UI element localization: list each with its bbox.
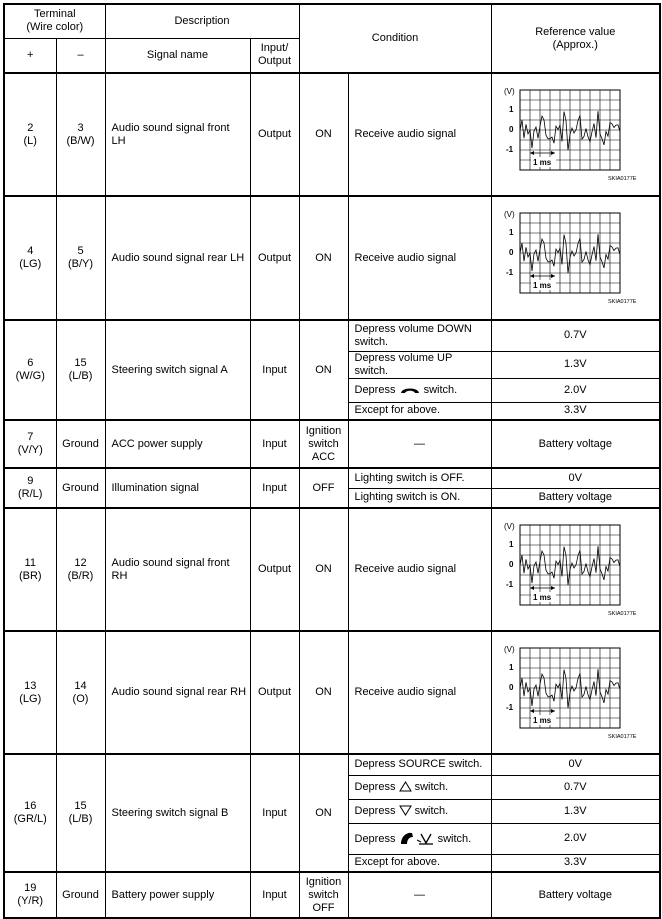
condition: Except for above. bbox=[348, 854, 491, 872]
switch-state: ON bbox=[299, 73, 348, 196]
waveform-code: SKIA0177E bbox=[608, 733, 637, 740]
signal-name: Illumination signal bbox=[105, 468, 250, 508]
waveform-unit: (V) bbox=[504, 644, 515, 654]
signal-name: Steering switch signal B bbox=[105, 754, 250, 872]
reference-waveform bbox=[491, 631, 660, 754]
switch-state: ON bbox=[299, 196, 348, 320]
reference-waveform bbox=[491, 73, 660, 196]
signal-name: Steering switch signal A bbox=[105, 320, 250, 420]
terminal-minus: 12 (B/R) bbox=[56, 508, 105, 631]
table-row bbox=[4, 420, 660, 468]
phone-handset-icon bbox=[399, 385, 421, 395]
switch-state: Ignition switch ACC bbox=[299, 420, 348, 468]
terminal-plus: 4 (LG) bbox=[4, 196, 56, 320]
signal-name: Battery power supply bbox=[105, 872, 250, 918]
signal-name: Audio sound signal rear LH bbox=[105, 196, 250, 320]
terminal-minus: 14 (O) bbox=[56, 631, 105, 754]
table-row bbox=[4, 320, 660, 351]
waveform-ym1: -1 bbox=[506, 144, 514, 154]
terminal-reference-table bbox=[3, 3, 661, 919]
table-row bbox=[4, 872, 660, 918]
waveform-unit: (V) bbox=[504, 86, 515, 96]
signal-name: Audio sound signal front LH bbox=[105, 73, 250, 196]
terminal-minus: 3 (B/W) bbox=[56, 73, 105, 196]
audio-waveform bbox=[500, 208, 650, 308]
reference-value: 3.3V bbox=[491, 402, 660, 420]
terminal-plus: 9 (R/L) bbox=[4, 468, 56, 508]
switch-state: ON bbox=[299, 320, 348, 420]
waveform-ym1: -1 bbox=[506, 268, 514, 277]
waveform-y1: 1 bbox=[509, 662, 514, 672]
input-output: Input bbox=[250, 754, 299, 872]
reference-value: Battery voltage bbox=[491, 488, 660, 508]
audio-waveform bbox=[500, 520, 650, 620]
condition: Depress switch. bbox=[348, 799, 491, 823]
waveform-y1: 1 bbox=[509, 228, 514, 237]
terminal-plus: 6 (W/G) bbox=[4, 320, 56, 420]
condition: Lighting switch is ON. bbox=[348, 488, 491, 508]
waveform-unit: (V) bbox=[504, 210, 515, 219]
condition: Depress volume DOWN switch. bbox=[348, 320, 491, 351]
waveform-code: SKIA0177E bbox=[608, 610, 637, 617]
header-input-output: Input/ Output bbox=[250, 38, 299, 73]
audio-waveform bbox=[500, 643, 650, 743]
table-row bbox=[4, 508, 660, 631]
table-row bbox=[4, 754, 660, 775]
condition: Receive audio signal bbox=[348, 631, 491, 754]
reference-value: 0V bbox=[491, 754, 660, 775]
condition: Depress switch. bbox=[348, 823, 491, 854]
condition: — bbox=[348, 872, 491, 918]
condition: Except for above. bbox=[348, 402, 491, 420]
terminal-plus: 16 (GR/L) bbox=[4, 754, 56, 872]
terminal-minus: Ground bbox=[56, 872, 105, 918]
triangle-up-icon bbox=[399, 781, 412, 792]
waveform-time-label: 1 ms bbox=[533, 157, 552, 167]
condition: — bbox=[348, 420, 491, 468]
reference-value: 0V bbox=[491, 468, 660, 488]
reference-waveform bbox=[491, 196, 660, 320]
terminal-plus: 11 (BR) bbox=[4, 508, 56, 631]
waveform-code: SKIA0177E bbox=[608, 175, 637, 182]
switch-state: OFF bbox=[299, 468, 348, 508]
reference-value: 1.3V bbox=[491, 799, 660, 823]
waveform-time-label: 1 ms bbox=[533, 281, 552, 290]
reference-value: 3.3V bbox=[491, 854, 660, 872]
table-row bbox=[4, 196, 660, 320]
header-signal-name: Signal name bbox=[105, 38, 250, 73]
triangle-down-icon bbox=[399, 805, 412, 816]
waveform-y0: 0 bbox=[509, 248, 514, 257]
signal-name: Audio sound signal front RH bbox=[105, 508, 250, 631]
condition: Receive audio signal bbox=[348, 196, 491, 320]
input-output: Input bbox=[250, 872, 299, 918]
signal-name: ACC power supply bbox=[105, 420, 250, 468]
waveform-y1: 1 bbox=[509, 104, 514, 114]
reference-value: Battery voltage bbox=[491, 420, 660, 468]
condition: Depress SOURCE switch. bbox=[348, 754, 491, 775]
switch-state: Ignition switch OFF bbox=[299, 872, 348, 918]
terminal-plus: 7 (V/Y) bbox=[4, 420, 56, 468]
terminal-minus: 5 (B/Y) bbox=[56, 196, 105, 320]
waveform-time-label: 1 ms bbox=[533, 592, 552, 602]
terminal-minus: Ground bbox=[56, 468, 105, 508]
switch-state: ON bbox=[299, 508, 348, 631]
terminal-minus: 15 (L/B) bbox=[56, 754, 105, 872]
terminal-plus: 2 (L) bbox=[4, 73, 56, 196]
condition: Depress volume UP switch. bbox=[348, 351, 491, 378]
table-row bbox=[4, 631, 660, 754]
condition: Lighting switch is OFF. bbox=[348, 468, 491, 488]
table-row bbox=[4, 468, 660, 488]
header-description: Description bbox=[105, 4, 299, 38]
input-output: Input bbox=[250, 420, 299, 468]
terminal-plus: 13 (LG) bbox=[4, 631, 56, 754]
reference-waveform bbox=[491, 508, 660, 631]
header-terminal: Terminal (Wire color) bbox=[4, 4, 105, 38]
reference-value: 1.3V bbox=[491, 351, 660, 378]
waveform-y0: 0 bbox=[509, 682, 514, 692]
switch-state: ON bbox=[299, 754, 348, 872]
waveform-unit: (V) bbox=[504, 521, 515, 531]
audio-waveform bbox=[500, 85, 650, 185]
reference-value: 0.7V bbox=[491, 320, 660, 351]
condition: Receive audio signal bbox=[348, 508, 491, 631]
input-output: Output bbox=[250, 73, 299, 196]
header-reference-value: Reference value (Approx.) bbox=[491, 4, 660, 73]
reference-value: Battery voltage bbox=[491, 872, 660, 918]
header-minus: – bbox=[56, 38, 105, 73]
condition: Receive audio signal bbox=[348, 73, 491, 196]
waveform-code: SKIA0177E bbox=[608, 299, 637, 305]
header-condition: Condition bbox=[299, 4, 491, 73]
waveform-y0: 0 bbox=[509, 124, 514, 134]
terminal-minus: Ground bbox=[56, 420, 105, 468]
table-row bbox=[4, 73, 660, 196]
condition: Depress switch. bbox=[348, 378, 491, 402]
input-output: Output bbox=[250, 196, 299, 320]
waveform-ym1: -1 bbox=[506, 579, 514, 589]
waveform-y1: 1 bbox=[509, 539, 514, 549]
terminal-minus: 15 (L/B) bbox=[56, 320, 105, 420]
reference-value: 2.0V bbox=[491, 378, 660, 402]
header-plus: + bbox=[4, 38, 56, 73]
reference-value: 0.7V bbox=[491, 775, 660, 799]
waveform-time-label: 1 ms bbox=[533, 715, 552, 725]
switch-state: ON bbox=[299, 631, 348, 754]
terminal-plus: 19 (Y/R) bbox=[4, 872, 56, 918]
input-output: Input bbox=[250, 468, 299, 508]
reference-value: 2.0V bbox=[491, 823, 660, 854]
phone-hangup-icon bbox=[399, 831, 435, 847]
input-output: Output bbox=[250, 508, 299, 631]
signal-name: Audio sound signal rear RH bbox=[105, 631, 250, 754]
input-output: Output bbox=[250, 631, 299, 754]
waveform-ym1: -1 bbox=[506, 702, 514, 712]
waveform-y0: 0 bbox=[509, 559, 514, 569]
condition: Depress switch. bbox=[348, 775, 491, 799]
input-output: Input bbox=[250, 320, 299, 420]
